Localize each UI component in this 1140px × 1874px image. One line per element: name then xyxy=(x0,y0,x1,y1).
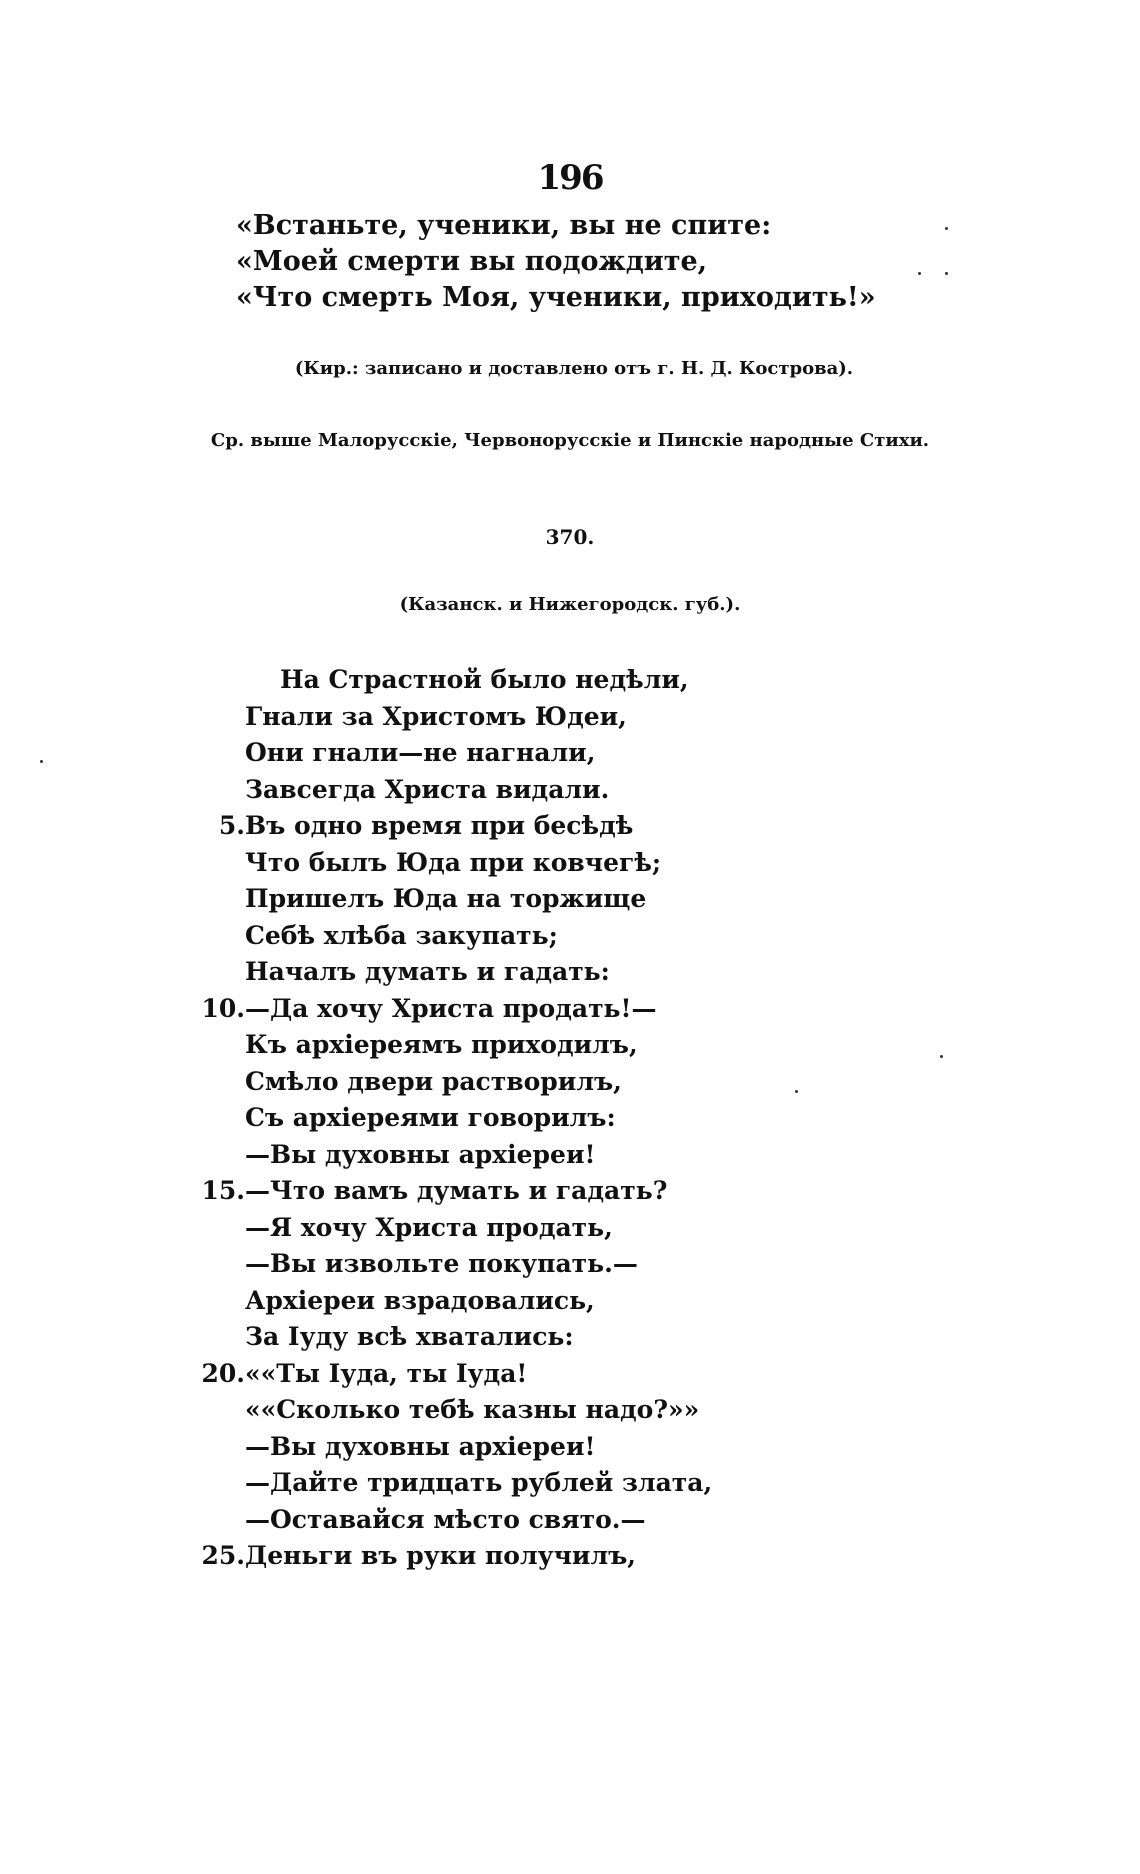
verse-text: Они гнали—не нагнали, xyxy=(245,738,596,767)
verse-line xyxy=(0,1502,1140,1539)
verse-number: 10. xyxy=(201,993,245,1023)
verse-line xyxy=(0,1356,1140,1393)
verse-line xyxy=(0,1100,1140,1137)
verse-line xyxy=(0,1283,1140,1320)
scan-speck xyxy=(945,272,948,275)
verse-text: —Вы духовны архіереи! xyxy=(245,1139,596,1169)
verse-text: Смѣло двери растворилъ, xyxy=(245,1066,622,1096)
previous-poem-ending xyxy=(236,208,876,316)
verse-text: —Я хочу Христа продать, xyxy=(245,1212,613,1242)
scan-speck xyxy=(940,1055,943,1058)
verse-line xyxy=(0,808,1140,845)
verse-number: 5. xyxy=(218,811,245,840)
page-number: 196 xyxy=(537,158,603,198)
verse-text: Съ архіереями говорилъ: xyxy=(245,1103,616,1132)
verse-text: За Іуду всѣ хватались: xyxy=(245,1322,574,1351)
verse-line xyxy=(0,1210,1140,1247)
verse-line xyxy=(0,1392,1140,1429)
poem-line: «Что смерть Моя, ученики, приходить!» xyxy=(236,282,876,313)
scan-speck xyxy=(795,1090,798,1093)
scan-speck xyxy=(945,227,948,230)
verse-text: На Страстной было недѣли, xyxy=(280,665,689,694)
verse-line xyxy=(0,772,1140,809)
verse-line xyxy=(0,1465,1140,1502)
verse-number: 20. xyxy=(201,1358,245,1388)
verse-line xyxy=(0,1027,1140,1064)
verse-line xyxy=(0,699,1140,736)
verse-line xyxy=(0,1538,1140,1575)
verse-line xyxy=(0,845,1140,882)
poem-number: 370. xyxy=(545,525,595,549)
verse-text: —Вы извольте покупать.— xyxy=(245,1249,638,1278)
verse-text: Завсегда Христа видали. xyxy=(245,774,610,804)
verse-text: Гнали за Христомъ Юдеи, xyxy=(245,701,627,731)
verse-text: Пришелъ Юда на торжище xyxy=(245,884,647,913)
verse-line xyxy=(0,662,1140,699)
verse-text: Архіереи взрадовались, xyxy=(245,1285,595,1315)
poem-body xyxy=(0,662,1140,1575)
verse-line xyxy=(0,918,1140,955)
verse-text: Деньги въ руки получилъ, xyxy=(245,1541,636,1570)
verse-number: 25. xyxy=(201,1541,245,1570)
verse-text: —Оставайся мѣсто свято.— xyxy=(245,1504,646,1534)
verse-text: Что былъ Юда при ковчегѣ; xyxy=(245,847,662,877)
verse-text: Началъ думать и гадать: xyxy=(245,957,610,986)
verse-text: Въ одно время при бесѣдѣ xyxy=(245,811,634,840)
verse-line xyxy=(0,1319,1140,1356)
verse-line xyxy=(0,735,1140,772)
compare-note: Ср. выше Малорусскіе, Червонорусскіе и Пинскіе народные Стихи. xyxy=(210,430,930,451)
scan-speck xyxy=(40,760,43,763)
verse-text: —Что вамъ думать и гадать? xyxy=(245,1176,668,1205)
verse-text: ««Сколько тебѣ казны надо?»» xyxy=(245,1395,700,1424)
verse-text: —Да хочу Христа продать!— xyxy=(245,993,657,1023)
verse-line xyxy=(0,1429,1140,1466)
verse-text: Къ архіереямъ приходилъ, xyxy=(245,1030,638,1059)
verse-number: 15. xyxy=(201,1176,245,1205)
source-note: (Кир.: записано и доставлено отъ г. Н. Д. Кострова). xyxy=(294,358,854,379)
verse-text: —Вы духовны архіереи! xyxy=(245,1431,596,1461)
poem-line: «Моей смерти вы подождите, xyxy=(236,246,708,277)
verse-line xyxy=(0,1246,1140,1283)
verse-line xyxy=(0,881,1140,918)
verse-line xyxy=(0,1064,1140,1101)
verse-text: ««Ты Іуда, ты Іуда! xyxy=(245,1358,528,1388)
region-note: (Казанск. и Нижегородск. губ.). xyxy=(399,594,741,615)
verse-line xyxy=(0,1137,1140,1174)
verse-text: Себѣ хлѣба закупать; xyxy=(245,920,558,950)
poem-line: «Встаньте, ученики, вы не спите: xyxy=(236,210,772,241)
verse-line xyxy=(0,954,1140,991)
scan-speck xyxy=(918,272,921,275)
verse-line xyxy=(0,1173,1140,1210)
verse-text: —Дайте тридцать рублей злата, xyxy=(245,1468,713,1497)
verse-line xyxy=(0,991,1140,1028)
